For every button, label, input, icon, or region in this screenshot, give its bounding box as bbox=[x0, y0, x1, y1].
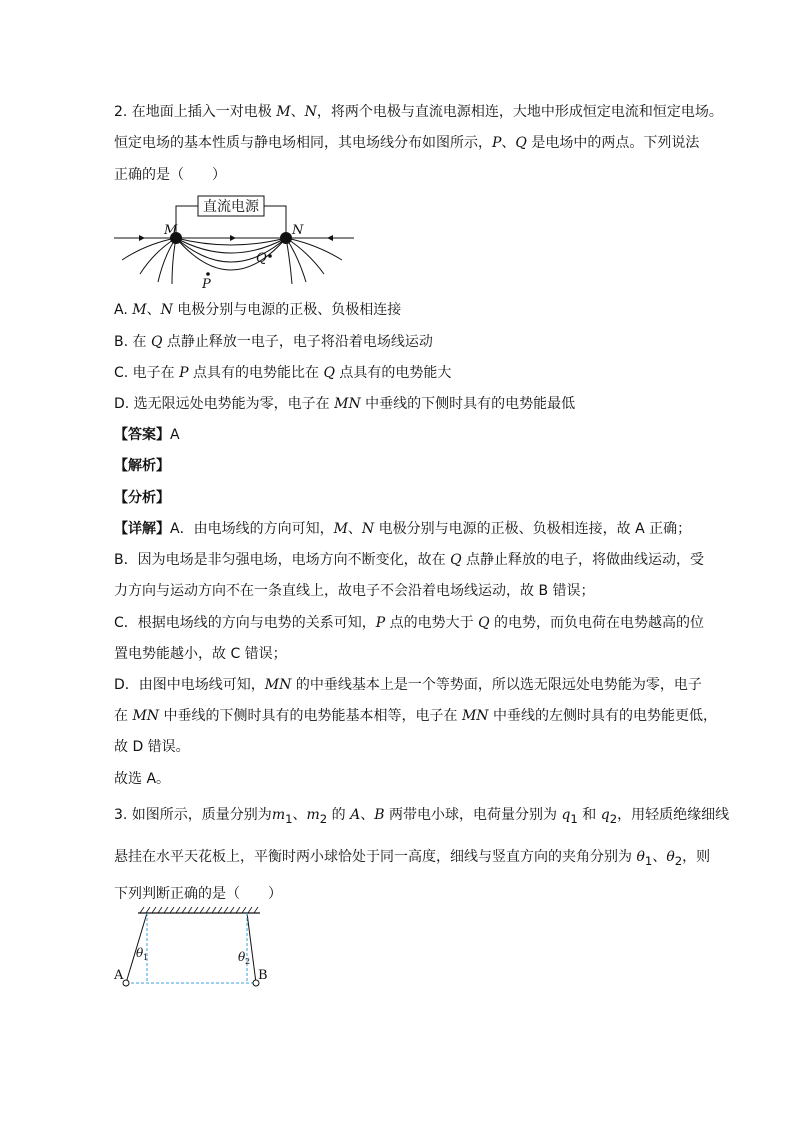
q3-text: 、 bbox=[652, 849, 667, 865]
var-q2: q bbox=[600, 807, 610, 823]
detail-line-5: 置电势能越小，故 C 错误； bbox=[114, 646, 287, 662]
q3-stem-line-2 bbox=[114, 848, 710, 870]
var-q: Q bbox=[323, 365, 335, 381]
subscript: 2 bbox=[674, 853, 683, 868]
q3-text: 的 bbox=[327, 807, 351, 823]
q2-text: 中垂线的下侧时具有的电势能基本相等，电子在 bbox=[159, 708, 462, 724]
q2-text: 恒定电场的基本性质与静电场相同，其电场线分布如图所示， bbox=[114, 135, 492, 151]
point-q bbox=[268, 254, 272, 258]
point-p bbox=[206, 272, 210, 276]
var-q1: q bbox=[561, 807, 571, 823]
q3-hanging-balls-figure bbox=[110, 905, 270, 991]
detail-line-9: 故选 A。 bbox=[114, 771, 171, 787]
q2-option-b bbox=[114, 333, 433, 351]
q2-text: ，将两个电极与直流电源相连，大地中形成恒定电流和恒定电场。 bbox=[316, 104, 723, 120]
q2-text: 点具有的电势能大 bbox=[334, 365, 452, 381]
q2-text: 电极分别与电源的正极、负极相连接，故 A 正确； bbox=[374, 521, 692, 537]
q2-option-a bbox=[114, 301, 401, 319]
ceiling-hatch bbox=[140, 907, 258, 913]
q2-stem-line-3: 正确的是（ ） bbox=[114, 167, 226, 183]
var-q: Q bbox=[150, 334, 163, 350]
var-mn: MN bbox=[461, 708, 489, 724]
subscript: 2 bbox=[319, 811, 328, 826]
label-theta1-sub: 1 bbox=[143, 953, 149, 962]
subscript: 1 bbox=[644, 853, 653, 868]
q3-stem-line-3: 下列判断正确的是（ ） bbox=[114, 886, 282, 902]
q3-text: 两带电小球，电荷量分别为 bbox=[384, 807, 562, 823]
var-n: N bbox=[304, 104, 317, 120]
var-p: P bbox=[179, 365, 189, 381]
q3-text: 悬挂在水平天花板上，平衡时两小球恰处于同一高度，细线与竖直方向的夹角分别为 bbox=[114, 849, 637, 865]
q2-text: A. bbox=[114, 302, 133, 318]
q2-text: 点静止释放一电子，电子将沿着电场线运动 bbox=[162, 334, 433, 350]
var-q: Q bbox=[450, 552, 462, 568]
q2-text: 、 bbox=[347, 521, 362, 537]
q2-text: 是电场中的两点。下列说法 bbox=[526, 135, 700, 151]
answer-value: A bbox=[170, 427, 180, 443]
label-theta2-sub: 2 bbox=[245, 957, 251, 966]
q3-stem-line-1 bbox=[114, 806, 729, 828]
label-b: B bbox=[258, 968, 268, 983]
q2-text: 电极分别与电源的正极、负极相连接 bbox=[172, 302, 402, 318]
detail-tag: 【详解】 bbox=[114, 521, 170, 537]
q2-text: 、 bbox=[501, 135, 516, 151]
q3-text: ，用轻质绝缘细线 bbox=[617, 807, 730, 823]
label-m: M bbox=[164, 223, 178, 238]
q3-text: 和 bbox=[577, 807, 601, 823]
q2-text: 点具有的电势能比在 bbox=[188, 365, 324, 381]
analysis-tag: 【解析】 bbox=[114, 458, 170, 474]
label-n: N bbox=[292, 223, 304, 238]
q2-text: 2. 在地面上插入一对电极 bbox=[114, 104, 277, 120]
var-p: P bbox=[375, 615, 386, 631]
electrode-n bbox=[280, 232, 292, 244]
power-supply-label: 直流电源 bbox=[203, 199, 259, 215]
detail-line-6 bbox=[114, 676, 702, 694]
field-lines-mn bbox=[176, 238, 286, 270]
q2-text: 的电势，而负电荷在电势越高的位 bbox=[489, 615, 705, 631]
detail-line-3: 力方向与运动方向不在一条直线上，故电子不会沿着电场线运动，故 B 错误； bbox=[114, 583, 595, 599]
q2-text: D．由图中电场线可知， bbox=[114, 677, 265, 693]
var-a: A bbox=[350, 807, 361, 823]
label-p: P bbox=[202, 277, 211, 290]
var-m: M bbox=[276, 104, 291, 120]
ball-a bbox=[123, 980, 129, 986]
detail-line-7 bbox=[114, 707, 717, 725]
var-mn: MN bbox=[132, 708, 160, 724]
q2-text: 的中垂线基本上是一个等势面，所以选无限远处电势能为零，电子 bbox=[291, 677, 702, 693]
subscript: 2 bbox=[609, 811, 618, 826]
subscript: 1 bbox=[285, 811, 293, 826]
q2-text: C．根据电场线的方向与电势的关系可知， bbox=[114, 615, 376, 631]
q2-text: 、 bbox=[290, 104, 305, 120]
q2-text: 中垂线的下侧时具有的电势能最低 bbox=[360, 396, 576, 412]
var-n: N bbox=[361, 521, 375, 537]
q2-text: 中垂线的左侧时具有的电势能更低， bbox=[488, 708, 717, 724]
q2-stem-line-1 bbox=[114, 103, 723, 121]
q3-text: ，则 bbox=[682, 849, 711, 865]
q2-text: 在 bbox=[114, 708, 133, 724]
var-q: Q bbox=[515, 135, 527, 151]
fenxi-tag: 【分析】 bbox=[114, 490, 170, 506]
q2-text: 、 bbox=[146, 302, 161, 318]
field-lines-left-fan bbox=[122, 238, 176, 284]
label-theta2: θ bbox=[238, 950, 246, 964]
q2-text: A．由电场线的方向可知， bbox=[170, 521, 334, 537]
var-m2: m bbox=[306, 807, 320, 823]
var-m: M bbox=[132, 302, 147, 318]
q2-text: B. 在 bbox=[114, 334, 151, 350]
detail-line-2 bbox=[114, 551, 704, 569]
label-theta1: θ bbox=[136, 946, 144, 960]
var-p: P bbox=[492, 135, 502, 151]
q2-field-figure bbox=[110, 190, 360, 290]
var-m1: m bbox=[271, 807, 286, 823]
var-n: N bbox=[160, 302, 173, 318]
var-b: B bbox=[374, 807, 385, 823]
q2-text: B．因为电场是非匀强电场，电场方向不断变化，故在 bbox=[114, 552, 451, 568]
detail-line-1 bbox=[114, 520, 691, 538]
q2-option-d bbox=[114, 395, 575, 413]
label-q: Q bbox=[256, 251, 267, 266]
q2-stem-line-2 bbox=[114, 134, 699, 152]
var-theta1: θ bbox=[636, 849, 645, 865]
var-q: Q bbox=[478, 615, 490, 631]
q2-option-c bbox=[114, 364, 451, 382]
subscript: 1 bbox=[570, 811, 578, 826]
q2-text: 点的电势大于 bbox=[385, 615, 479, 631]
string-b bbox=[247, 913, 256, 983]
var-mn: MN bbox=[264, 677, 292, 693]
answer-tag: 【答案】 bbox=[114, 427, 170, 443]
label-a: A bbox=[114, 968, 124, 983]
q3-text: 、 bbox=[360, 807, 375, 823]
dashed-helpers bbox=[126, 913, 256, 983]
var-theta2: θ bbox=[666, 849, 675, 865]
var-m: M bbox=[333, 521, 348, 537]
q2-text: C. 电子在 bbox=[114, 365, 180, 381]
detail-line-4 bbox=[114, 614, 704, 632]
q2-text: D. 选无限远处电势能为零，电子在 bbox=[114, 396, 335, 412]
q2-answer bbox=[114, 426, 180, 444]
q2-text: 点静止释放的电子，将做曲线运动，受 bbox=[461, 552, 704, 568]
q3-text: 3. 如图所示，质量分别为 bbox=[114, 807, 272, 823]
detail-line-8: 故 D 错误。 bbox=[114, 739, 190, 755]
field-lines-right-fan bbox=[286, 238, 342, 284]
q3-text: 、 bbox=[292, 807, 307, 823]
var-mn: MN bbox=[334, 396, 361, 412]
